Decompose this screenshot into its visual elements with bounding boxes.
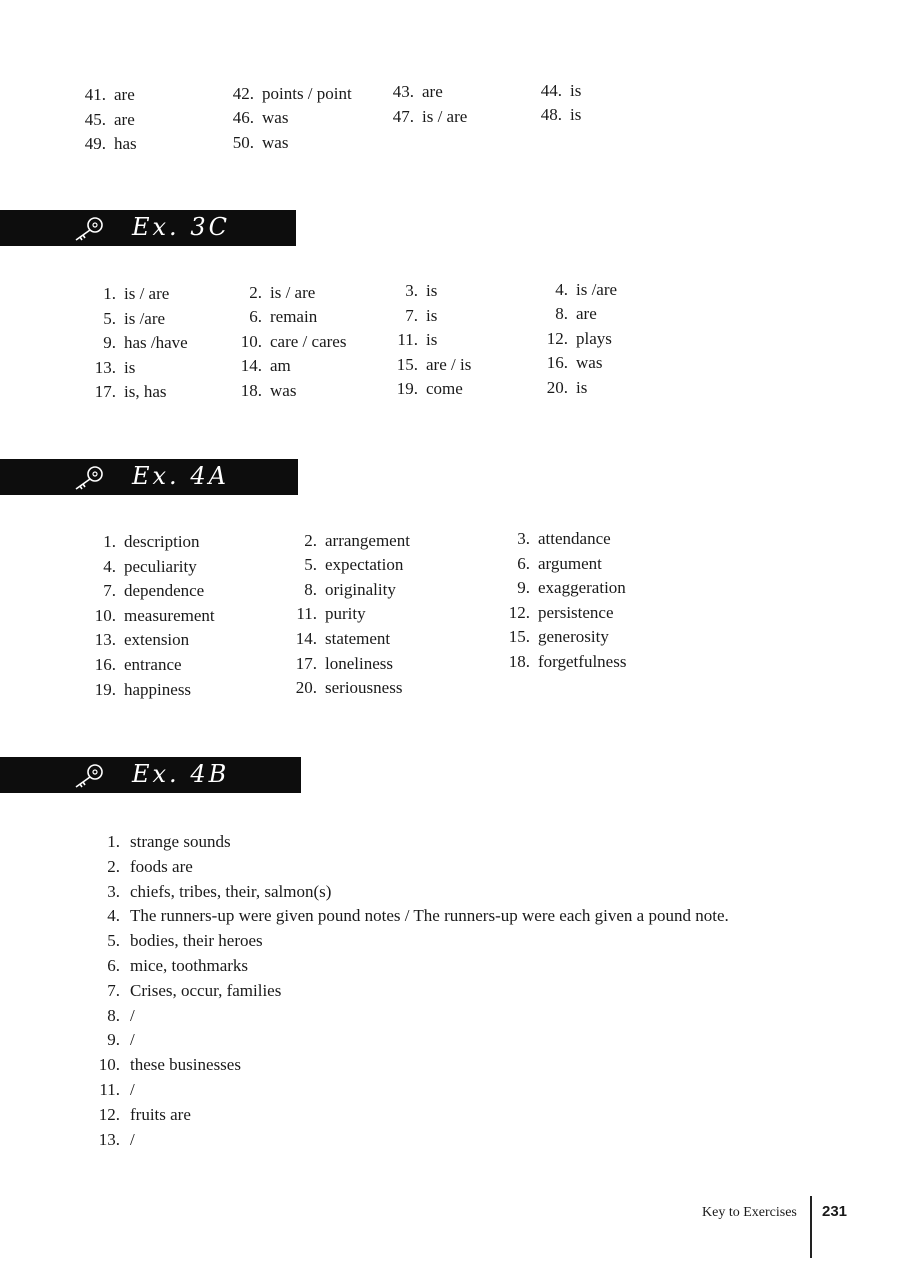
answer-item (234, 381, 296, 401)
list-item (92, 830, 822, 855)
item-answer: is / are (422, 106, 468, 126)
item-answer: are (114, 109, 135, 129)
item-answer: is (426, 330, 438, 350)
item-number: 16. (94, 655, 116, 674)
item-number: 20. (295, 678, 317, 698)
footer-divider (810, 1196, 812, 1258)
item-number: 12. (546, 328, 568, 348)
item-answer: entrance (124, 655, 182, 674)
item-number: 19. (94, 679, 116, 699)
item-answer: are (576, 304, 597, 324)
list-item (92, 954, 822, 979)
item-answer: is (124, 357, 136, 377)
item-number: 5. (304, 555, 317, 575)
answer-item (234, 332, 346, 352)
item-number: 17. (295, 653, 317, 673)
item-number: 10. (98, 1055, 120, 1075)
section-banner-ex4a (0, 459, 298, 495)
list-item (92, 1128, 822, 1153)
item-answer: strange sounds (130, 832, 231, 851)
list-item (92, 855, 822, 880)
item-number: 12. (508, 602, 530, 622)
item-number: 10. (240, 331, 262, 351)
item-answer: expectation (325, 555, 404, 575)
answer-item (502, 578, 626, 598)
answer-item (289, 678, 402, 698)
item-number: 48. (540, 105, 562, 125)
answer-item (88, 382, 167, 402)
answer-item (88, 680, 191, 700)
section-title: Ex. 4B (132, 760, 230, 788)
item-number: 4. (103, 556, 116, 576)
answer-item (502, 652, 626, 672)
list-item (92, 1078, 822, 1103)
item-answer: chiefs, tribes, their, salmon(s) (130, 881, 332, 901)
answer-item (88, 581, 204, 601)
item-answer: was (262, 108, 289, 128)
item-answer: / (130, 1005, 135, 1025)
list-item (92, 979, 822, 1004)
item-answer: are (422, 82, 443, 101)
answer-item (234, 283, 315, 303)
item-answer: is /are (124, 308, 166, 328)
item-number: 11. (99, 1079, 120, 1099)
answer-item (390, 355, 471, 375)
item-number: 18. (508, 652, 530, 671)
item-answer: is (576, 377, 588, 397)
item-number: 6. (517, 553, 530, 573)
item-number: 6. (249, 307, 262, 327)
item-answer: are (114, 85, 135, 104)
item-number: 44. (540, 80, 562, 100)
item-answer: has /have (124, 333, 188, 353)
item-number: 18. (240, 380, 262, 400)
answer-item (88, 358, 135, 378)
list-item (92, 1053, 822, 1078)
item-number: 43. (392, 82, 414, 101)
list-item (92, 880, 822, 905)
item-number: 2. (107, 856, 120, 876)
item-answer: seriousness (325, 678, 403, 698)
page-number: 231 (822, 1203, 848, 1220)
item-number: 47. (392, 106, 414, 126)
answer-item (534, 105, 581, 125)
list-item (92, 904, 822, 929)
item-number: 7. (107, 980, 120, 1000)
item-answer: attendance (538, 529, 611, 548)
item-number: 7. (103, 581, 116, 601)
item-answer: happiness (124, 679, 192, 699)
item-answer: The runners-up were given pound notes / The runners-up were each given a pound note. (130, 906, 729, 926)
item-answer: is (570, 80, 582, 100)
item-answer: fruits are (130, 1104, 191, 1124)
answer-item (88, 284, 169, 304)
item-number: 2. (249, 282, 262, 302)
answer-item (226, 108, 288, 128)
item-number: 13. (94, 630, 116, 650)
key-icon (70, 216, 106, 242)
list-item (92, 1004, 822, 1029)
answer-item (502, 627, 609, 647)
item-number: 5. (107, 931, 120, 951)
section-banner-ex4b (0, 757, 301, 793)
answer-item (88, 532, 200, 552)
item-answer: generosity (538, 627, 609, 647)
item-answer: Crises, occur, families (130, 980, 282, 1000)
list-item (92, 1028, 822, 1053)
item-answer: is (426, 305, 438, 325)
item-number: 8. (107, 1005, 120, 1025)
item-answer: are / is (426, 354, 472, 374)
answer-item (289, 604, 366, 624)
answer-item (386, 82, 443, 102)
item-number: 20. (546, 377, 568, 397)
item-answer: description (124, 532, 200, 551)
answer-item (390, 281, 437, 301)
answer-item (88, 333, 188, 353)
item-answer: arrangement (325, 530, 410, 550)
answer-item (390, 306, 437, 326)
item-number: 2. (304, 530, 317, 550)
item-answer: points / point (262, 83, 352, 103)
item-number: 12. (98, 1104, 120, 1124)
key-icon (70, 763, 106, 789)
item-number: 4. (107, 906, 120, 926)
answer-item (88, 557, 197, 577)
item-number: 10. (94, 605, 116, 625)
answer-item (502, 603, 614, 623)
section-banner-ex3c (0, 210, 296, 246)
item-number: 7. (405, 305, 418, 325)
item-answer: originality (325, 579, 396, 599)
answer-item (540, 304, 597, 324)
item-number: 45. (84, 109, 106, 129)
item-number: 41. (84, 85, 106, 104)
item-answer: bodies, their heroes (130, 931, 263, 951)
item-answer: am (270, 356, 291, 376)
answer-item (540, 329, 612, 349)
item-number: 11. (397, 330, 418, 350)
item-answer: these businesses (130, 1055, 241, 1075)
item-answer: statement (325, 628, 391, 648)
item-number: 50. (232, 132, 254, 152)
item-number: 17. (94, 382, 116, 402)
item-number: 9. (103, 333, 116, 353)
item-number: 16. (546, 353, 568, 373)
key-icon (70, 465, 106, 491)
answer-item (88, 309, 165, 329)
item-number: 14. (240, 356, 262, 376)
item-answer: argument (538, 553, 602, 573)
item-number: 13. (94, 357, 116, 377)
item-number: 19. (396, 379, 418, 399)
item-number: 3. (107, 881, 120, 901)
answer-item (289, 654, 393, 674)
item-answer: care / cares (270, 331, 347, 351)
item-answer: mice, toothmarks (130, 955, 249, 975)
answer-item (226, 84, 352, 104)
answer-item (234, 307, 317, 327)
answer-item (289, 629, 390, 649)
answer-item (289, 531, 410, 551)
answer-item (390, 379, 463, 399)
item-answer: has (114, 134, 137, 154)
answer-item (289, 580, 396, 600)
item-answer: is / are (270, 282, 316, 302)
item-number: 1. (103, 284, 116, 303)
answer-item (502, 554, 602, 574)
item-answer: exaggeration (538, 578, 626, 598)
item-answer: forgetfulness (538, 652, 627, 671)
item-answer: extension (124, 630, 190, 650)
answer-item (534, 81, 581, 101)
answer-item (540, 280, 617, 300)
item-answer: persistence (538, 602, 614, 622)
answer-item (540, 378, 587, 398)
list-item (92, 1103, 822, 1128)
item-number: 1. (103, 532, 116, 551)
answer-item (234, 356, 291, 376)
item-number: 13. (98, 1129, 120, 1149)
item-number: 42. (232, 83, 254, 103)
answer-item (540, 353, 602, 373)
answer-item (88, 630, 189, 650)
answer-item (78, 85, 135, 105)
item-answer: dependence (124, 581, 205, 601)
item-number: 49. (84, 134, 106, 154)
item-number: 15. (508, 627, 530, 647)
answer-item (88, 606, 215, 626)
item-answer: purity (325, 604, 366, 624)
item-answer: is /are (576, 279, 618, 299)
item-answer: foods are (130, 856, 193, 876)
item-answer: measurement (124, 605, 215, 625)
answer-item (390, 330, 437, 350)
item-answer: was (262, 132, 289, 152)
item-number: 9. (107, 1030, 120, 1050)
item-number: 4. (555, 279, 568, 299)
item-number: 1. (107, 832, 120, 851)
item-answer: come (426, 379, 463, 399)
item-answer: / (130, 1030, 135, 1050)
item-answer: is / are (124, 284, 170, 303)
item-number: 6. (107, 955, 120, 975)
answer-item (226, 133, 288, 153)
item-answer: is (570, 105, 582, 125)
item-answer: is, has (124, 382, 167, 402)
item-number: 9. (517, 578, 530, 598)
item-answer: was (576, 353, 603, 373)
item-answer: peculiarity (124, 556, 197, 576)
item-answer: was (270, 380, 297, 400)
item-number: 46. (232, 108, 254, 128)
item-number: 11. (296, 604, 317, 624)
list-item (92, 929, 822, 954)
item-answer: / (130, 1079, 135, 1099)
answer-item (502, 529, 611, 549)
item-answer: loneliness (325, 653, 393, 673)
answers-ex4b (92, 830, 822, 1152)
item-answer: remain (270, 307, 318, 327)
answer-item (78, 110, 135, 130)
item-number: 14. (295, 628, 317, 648)
item-answer: plays (576, 328, 612, 348)
section-title: Ex. 3C (132, 213, 230, 241)
item-number: 15. (396, 354, 418, 374)
item-answer: is (426, 281, 438, 300)
item-number: 8. (304, 579, 317, 599)
footer-label: Key to Exercises (702, 1205, 797, 1220)
section-title: Ex. 4A (132, 462, 229, 490)
item-number: 8. (555, 304, 568, 324)
item-number: 5. (103, 308, 116, 328)
item-number: 3. (517, 529, 530, 548)
answer-item (289, 555, 403, 575)
item-answer: / (130, 1129, 135, 1149)
answer-item (386, 107, 467, 127)
answer-item (88, 655, 182, 675)
answer-item (78, 134, 137, 154)
item-number: 3. (405, 281, 418, 300)
